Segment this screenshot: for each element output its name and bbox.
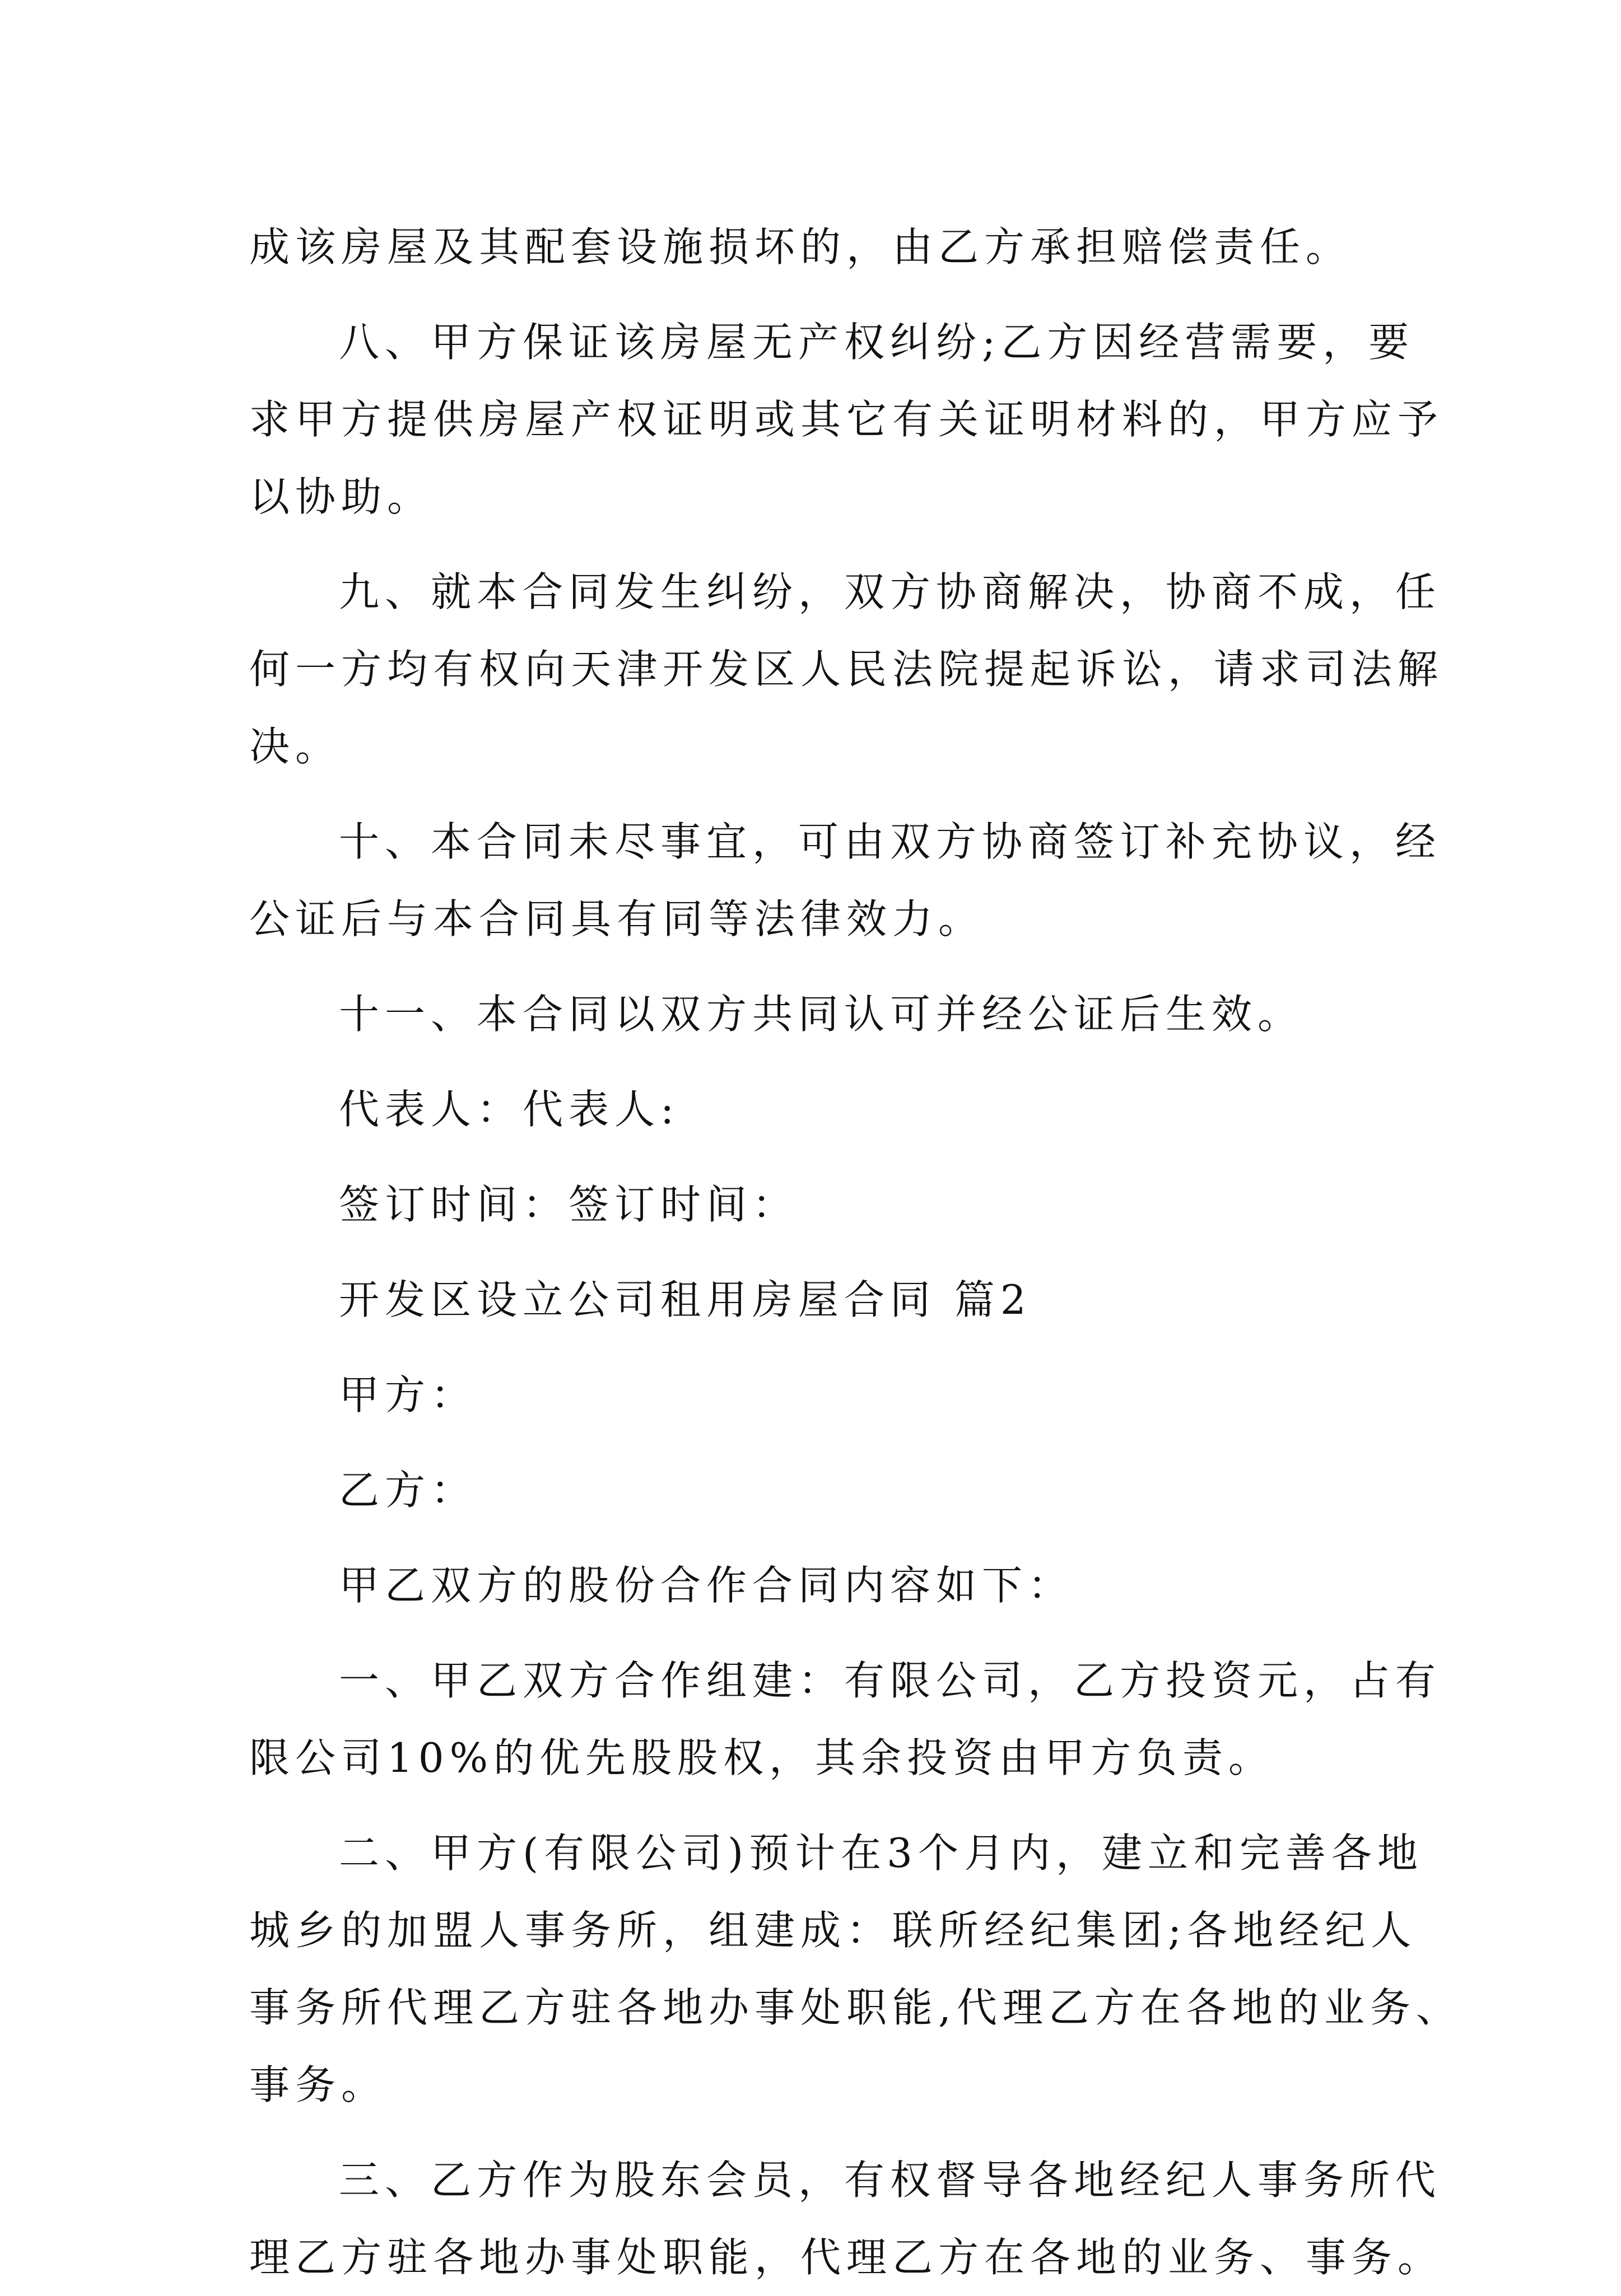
clause-10-line: 公证后与本合同具有同等法律效力。: [249, 895, 985, 942]
party-b-line: 乙方：: [339, 1467, 477, 1514]
clause-11-line: 十一、本合同以双方共同认可并经公证后生效。: [339, 991, 1304, 1038]
representative-line: 代表人：代表人:: [339, 1086, 680, 1133]
intro-line: 甲乙双方的股份合作合同内容如下：: [339, 1562, 1074, 1609]
clause-3-line: 三、乙方作为股东会员，有权督导各地经纪人事务所代: [339, 2157, 1442, 2204]
clause-9-line: 九、就本合同发生纠纷，双方协商解决，协商不成，任: [339, 568, 1442, 615]
clause-2-line: 二、甲方(有限公司)预计在3个月内，建立和完善各地: [339, 1830, 1423, 1877]
clause-8-line: 求甲方提供房屋产权证明或其它有关证明材料的，甲方应予: [249, 396, 1444, 443]
clause-8-line: 八、甲方保证该房屋无产权纠纷;乙方因经营需要，要: [339, 319, 1415, 366]
text-line: 成该房屋及其配套设施损坏的，由乙方承担赔偿责任。: [249, 223, 1352, 270]
clause-2-line: 城乡的加盟人事务所，组建成：联所经纪集团;各地经纪人: [249, 1907, 1417, 1954]
clause-2-line: 事务所代理乙方驻各地办事处职能,代理乙方在各地的业务、: [249, 1984, 1462, 2031]
section-title: 开发区设立公司租用房屋合同 篇2: [339, 1276, 1032, 1323]
clause-8-line: 以协助。: [249, 473, 434, 520]
clause-9-line: 何一方均有权向天津开发区人民法院提起诉讼，请求司法解: [249, 646, 1444, 693]
clause-1-line: 一、甲乙双方合作组建：有限公司，乙方投资元，占有: [339, 1657, 1442, 1704]
signing-time-line: 签订时间：签订时间：: [339, 1181, 799, 1228]
clause-9-line: 决。: [249, 723, 342, 770]
document-body: [249, 208, 1462, 2296]
clause-3-line: 理乙方驻各地办事处职能，代理乙方在各地的业务、事务。: [249, 2234, 1444, 2281]
clause-2-line: 事务。: [249, 2061, 388, 2108]
clause-1-line: 限公司10%的优先股股权，其余投资由甲方负责。: [249, 1734, 1275, 1781]
party-a-line: 甲方：: [339, 1371, 477, 1418]
clause-10-line: 十、本合同未尽事宜，可由双方协商签订补充协议，经: [339, 818, 1442, 865]
